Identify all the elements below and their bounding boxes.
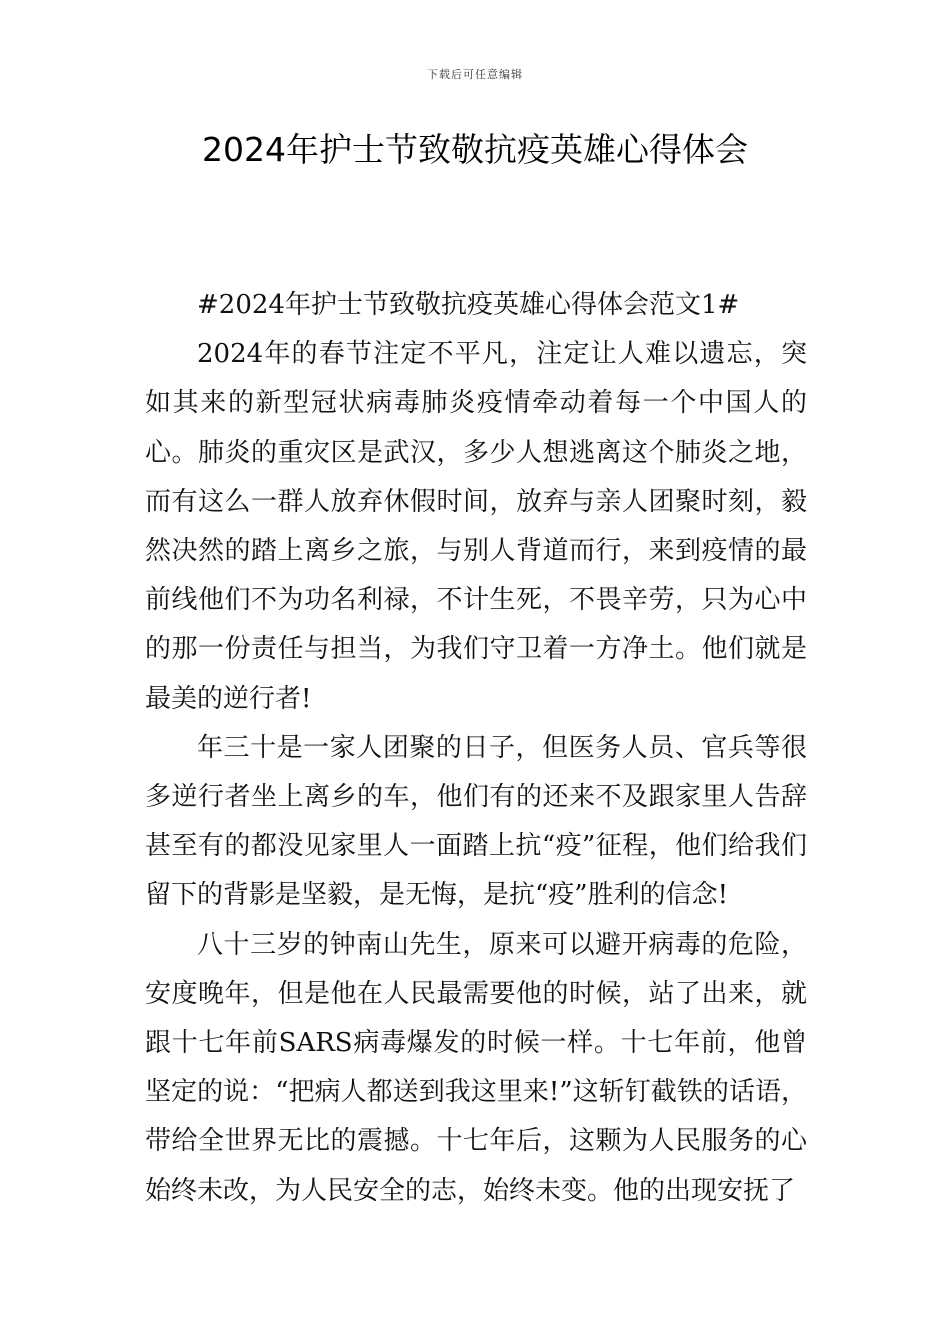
paragraph-2: 年三十是一家人团聚的日子，但医务人员、官兵等很多逆行者坐上离乡的车，他们有的还来不及跟家里人告辞甚至有的都没见家里人一面踏上抗“疫”征程，他们给我们留下的背影是坚毅，是无悔，是抗“疫”胜利的信念! — [145, 732, 807, 911]
document-body — [145, 281, 807, 1216]
page-header-note: 下载后可任意编辑 — [427, 68, 523, 81]
paragraph-3: 八十三岁的钟南山先生，原来可以避开病毒的危险，安度晚年，但是他在人民最需要他的时候，站了出来，就跟十七年前SARS病毒爆发的时候一样。十七年前，他曾坚定的说：“把病人都送到我这里来!”这斩钉截铁的话语，带给全世界无比的震撼。十七年后，这颗为人民服务的心始终未改，为人民安全的志，始终未变。他的出现安抚了 — [145, 929, 807, 1206]
document-title: 2024年护士节致敬抗疫英雄心得体会 — [202, 130, 748, 169]
section-heading: #2024年护士节致敬抗疫英雄心得体会范文1# — [197, 290, 740, 320]
paragraph-1: 2024年的春节注定不平凡，注定让人难以遗忘，突如其来的新型冠状病毒肺炎疫情牵动着每一个中国人的心。肺炎的重灾区是武汉，多少人想逃离这个肺炎之地，而有这么一群人放弃休假时间，放弃与亲人团聚时刻，毅然决然的踏上离乡之旅，与别人背道而行，来到疫情的最前线他们不为功名利禄，不计生死，不畏辛劳，只为心中的那一份责任与担当，为我们守卫着一方净土。他们就是最美的逆行者! — [145, 339, 807, 714]
